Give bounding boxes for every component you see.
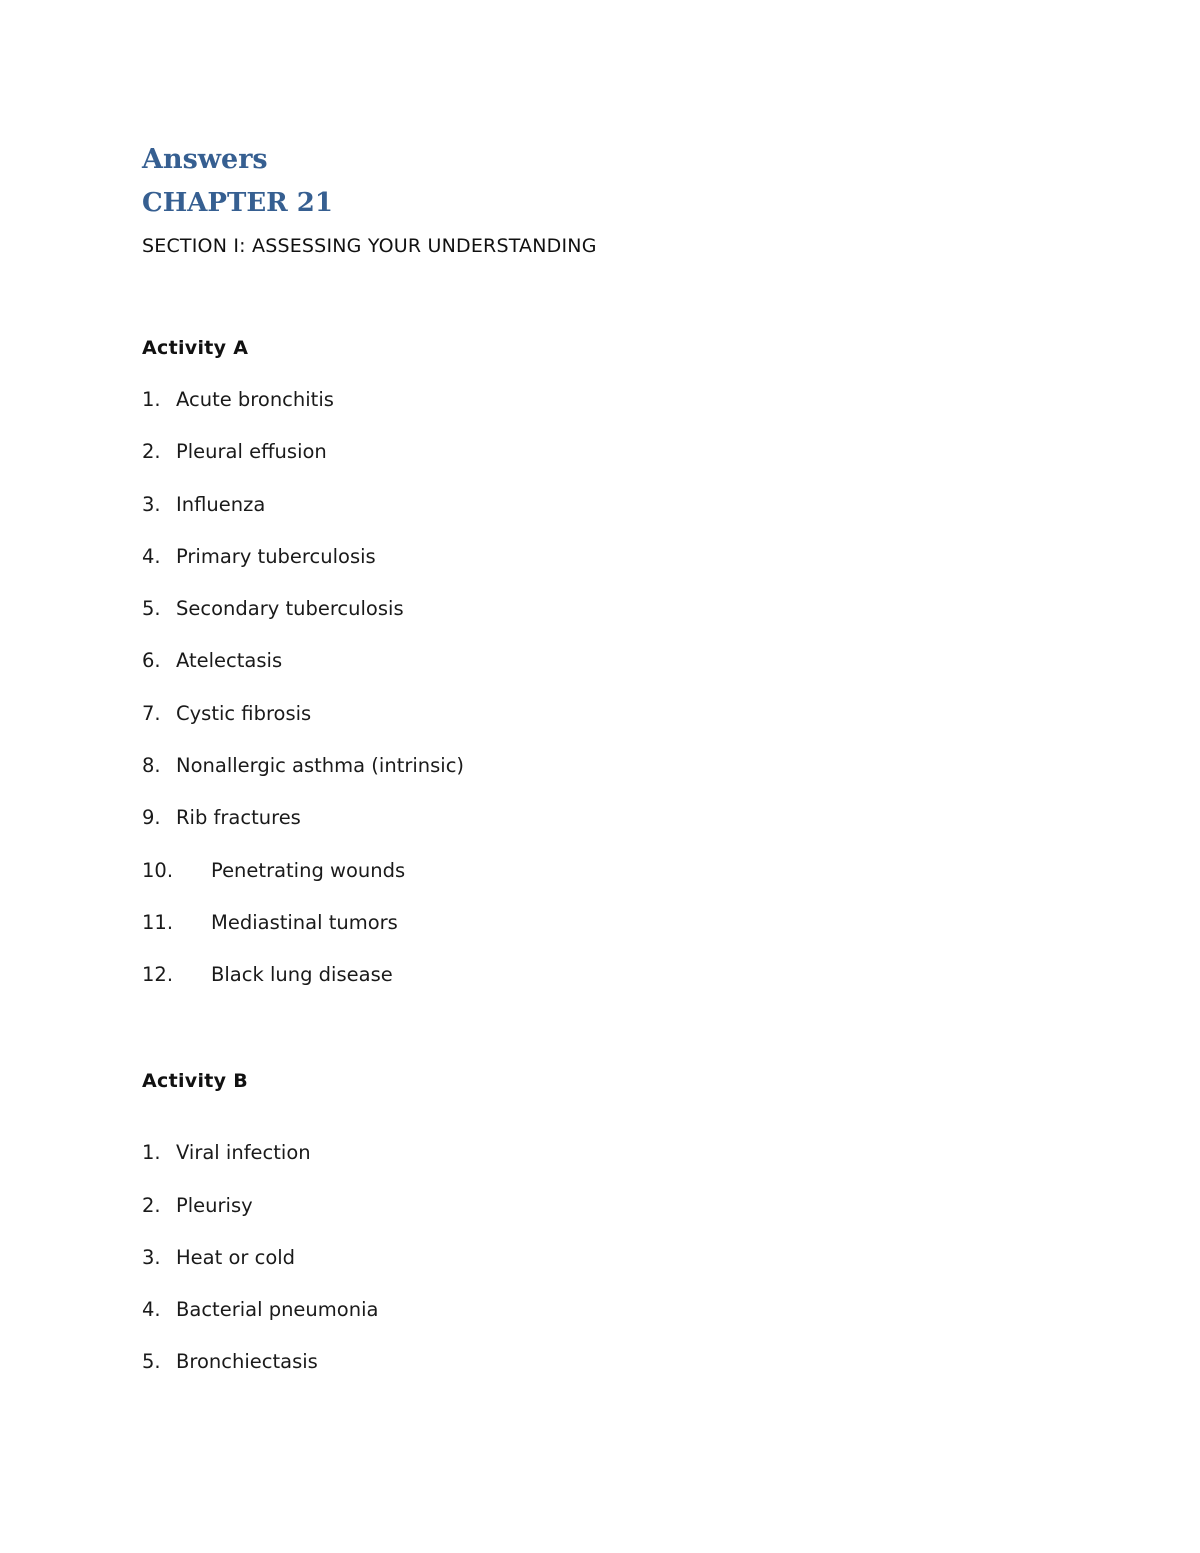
list-item: [142, 701, 1102, 727]
document-title: Answers: [142, 144, 268, 175]
list-item: [142, 648, 1102, 674]
item-text: Black lung disease: [211, 963, 393, 987]
item-text: Pleurisy: [176, 1193, 253, 1217]
item-number: 4.: [142, 544, 161, 568]
activity-a: [142, 335, 1102, 988]
activity-b: [142, 1068, 1102, 1375]
list-item: [142, 387, 1102, 413]
list-item: [142, 439, 1102, 465]
item-number: 5.: [142, 597, 161, 621]
item-text: Viral infection: [176, 1141, 311, 1165]
item-text: Heat or cold: [176, 1245, 296, 1269]
item-text: Penetrating wounds: [211, 858, 406, 882]
list-item: [142, 492, 1102, 518]
activity-b-title: Activity B: [142, 1070, 249, 1093]
item-text: Nonallergic asthma (intrinsic): [176, 754, 465, 778]
list-item: [142, 1297, 1102, 1323]
item-text: Acute bronchitis: [176, 388, 334, 411]
list-item: [142, 1140, 1102, 1166]
list-item: [142, 805, 1102, 831]
item-text: Rib fractures: [176, 806, 301, 830]
item-number: 3.: [142, 492, 161, 516]
list-item: [142, 1349, 1102, 1375]
item-number: 4.: [142, 1298, 161, 1322]
list-item: [142, 753, 1102, 779]
list-item: [142, 1245, 1102, 1271]
item-text: Primary tuberculosis: [176, 544, 376, 568]
list-item: [142, 544, 1102, 570]
activity-a-title: Activity A: [142, 337, 249, 359]
item-number: 6.: [142, 649, 161, 673]
item-text: Bacterial pneumonia: [176, 1298, 379, 1322]
item-text: Cystic fibrosis: [176, 701, 312, 725]
list-item: [142, 1193, 1102, 1219]
item-number: 1.: [142, 388, 161, 411]
item-text: Mediastinal tumors: [211, 910, 398, 934]
chapter-heading: CHAPTER 21: [142, 188, 333, 218]
activity-a-answer-list: [142, 387, 1102, 988]
item-number: 2.: [142, 1193, 161, 1217]
list-item: [142, 596, 1102, 622]
item-number: 5.: [142, 1350, 161, 1374]
item-text: Influenza: [176, 492, 266, 516]
item-text: Secondary tuberculosis: [176, 597, 404, 621]
section-heading: SECTION I: ASSESSING YOUR UNDERSTANDING: [142, 235, 597, 257]
item-number: 10.: [142, 858, 174, 882]
item-number: 1.: [142, 1141, 161, 1165]
list-item: [142, 858, 1102, 884]
item-text: Bronchiectasis: [176, 1350, 318, 1374]
list-item: [142, 962, 1102, 988]
item-text: Pleural effusion: [176, 440, 327, 464]
item-number: 8.: [142, 754, 161, 778]
document-content: [142, 140, 1102, 1402]
list-item: [142, 910, 1102, 936]
item-number: 2.: [142, 440, 161, 464]
item-number: 7.: [142, 701, 161, 725]
item-number: 9.: [142, 806, 161, 830]
item-number: 3.: [142, 1245, 161, 1269]
item-text: Atelectasis: [176, 649, 283, 673]
item-number: 11.: [142, 910, 174, 934]
activity-b-answer-list: [142, 1140, 1102, 1375]
item-number: 12.: [142, 963, 174, 987]
